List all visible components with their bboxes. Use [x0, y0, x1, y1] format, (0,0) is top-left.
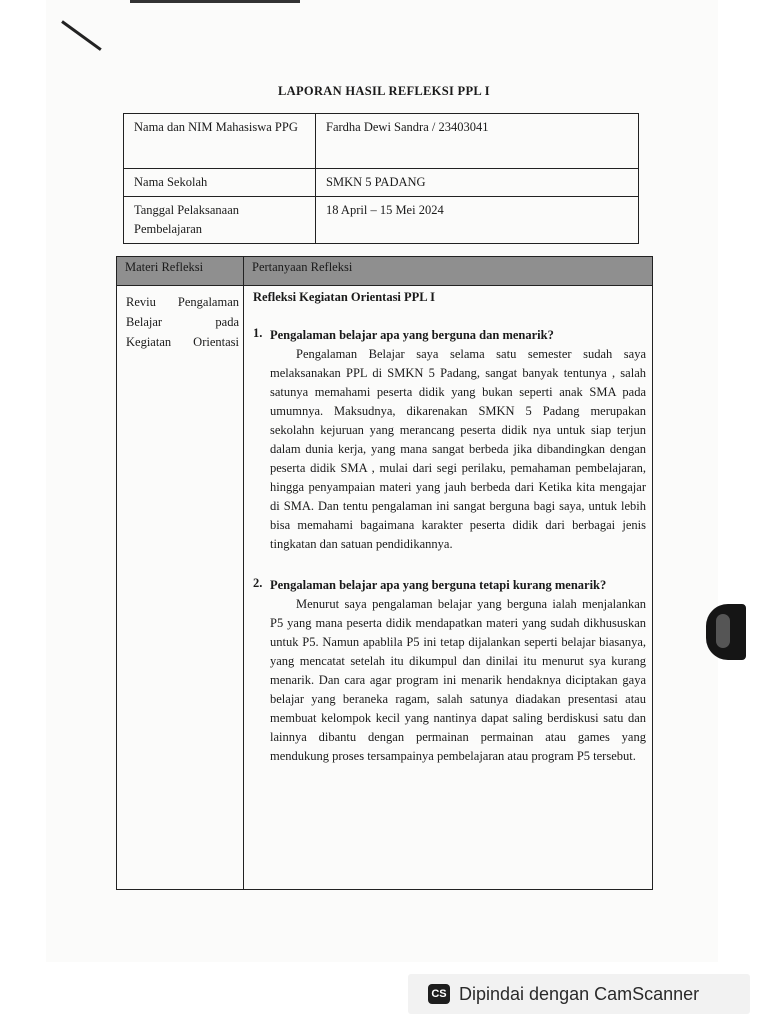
- materi-line: Kegiatan Orientasi: [126, 335, 239, 349]
- info-label-text: Nama dan NIM Mahasiswa PPG: [134, 120, 298, 134]
- question-text: Pengalaman belajar apa yang berguna tetapi kurang menarik?: [270, 578, 607, 592]
- question-item: [253, 326, 646, 345]
- binder-clip-highlight: [716, 614, 730, 648]
- materi-cell: [117, 286, 244, 890]
- table-row: [117, 286, 653, 890]
- section-title: Refleksi Kegiatan Orientasi PPL I: [253, 290, 435, 304]
- materi-line: Belajar pada: [126, 315, 239, 329]
- answer-paragraph: [270, 595, 646, 766]
- info-table: [123, 113, 639, 244]
- header-pertanyaan: Pertanyaan Refleksi: [244, 257, 653, 286]
- info-row: [124, 197, 639, 244]
- document-title: LAPORAN HASIL REFLEKSI PPL I: [278, 84, 490, 98]
- info-label-line: Tanggal Pelaksanaan: [134, 203, 239, 217]
- question-number: 1.: [253, 326, 263, 340]
- answer-text: Menurut saya pengalaman belajar yang berguna ialah menjalankan P5 yang mana peserta didik mendapatkan materi yang sudah dikhususkan untuk P5. Namun apablila P5 ini tetap dijalankan seperti belajar biasanya, yang mencatat setelah itu dikumpul dan dinilai itu menurut sya kurang menarik. Dan cara agar program ini menarik hendaknya diciptakan gaya belajar yang beraneka ragam, salah satunya diadakan presentasi atau membuat kelompok kecil yang nantinya dapat saling berdiskusi satu dan lainnya dibantu dengan permainan permainan atau games yang mendukung proses tersampainya pembelajaran atau program P5 tersebut.: [270, 597, 646, 763]
- answer-text: Pengalaman Belajar saya selama satu semester sudah saya melaksanakan PPL di SMKN 5 Padang, sangat banyak tentunya , salah satunya memahami peserta didik yang bukan seperti anak SMA pada umumnya. Maksudnya, dikarenakan SMKN 5 Padang merupakan sekolahn kejuruan yang merancang peserta didik nya untuk siap terjun dalam dunia kerja, yang mana sangat berbeda jika dibandingkan dengan peserta didik SMA , mulai dari segi perilaku, pemahaman pembelajaran, hingga penyampaian materi yang jauh berbeda dari Ketika kita mengajar di SMA. Dan tentu pengalaman ini sangat berguna bagi saya, untuk lebih bisa memahami bagaimana karakter peserta didik dari berbagai jenis tingkatan dan satuan pendidikannya.: [270, 347, 646, 551]
- camscanner-text: Dipindai dengan CamScanner: [459, 983, 700, 1004]
- info-label: [124, 197, 316, 244]
- camscanner-logo-icon: CS: [428, 984, 450, 1004]
- info-value: Fardha Dewi Sandra / 23403041: [316, 114, 639, 169]
- info-value: SMKN 5 PADANG: [316, 169, 639, 197]
- info-label: [124, 114, 316, 169]
- info-row: [124, 169, 639, 197]
- info-label: Nama Sekolah: [124, 169, 316, 197]
- answer-paragraph: [270, 345, 646, 554]
- question-number: 2.: [253, 576, 263, 590]
- reflection-table: [116, 256, 653, 890]
- info-value: 18 April – 15 Mei 2024: [316, 197, 639, 244]
- question-item: [253, 576, 646, 595]
- pertanyaan-cell: [244, 286, 653, 890]
- materi-line: Reviu Pengalaman: [126, 295, 239, 309]
- info-row: [124, 114, 639, 169]
- question-text: Pengalaman belajar apa yang berguna dan menarik?: [270, 328, 554, 342]
- scan-edge-artifact: [130, 0, 300, 3]
- camscanner-watermark: [408, 974, 750, 1014]
- table-header-row: [117, 257, 653, 286]
- info-label-line: Pembelajaran: [134, 222, 203, 236]
- header-materi: Materi Refleksi: [117, 257, 244, 286]
